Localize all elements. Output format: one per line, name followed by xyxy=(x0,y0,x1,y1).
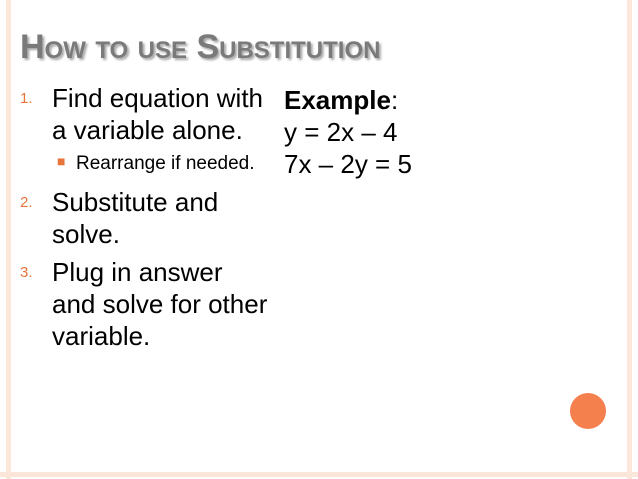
step-text: Plug in answer and solve for other variable. xyxy=(52,257,268,351)
square-bullet-icon: ■ xyxy=(57,153,66,169)
decorative-circle-icon xyxy=(570,393,606,429)
equation-1: y = 2x – 4 xyxy=(284,117,398,147)
left-border-stripe xyxy=(6,0,11,479)
step-number: 2. xyxy=(20,194,33,211)
right-border-stripe xyxy=(627,0,632,479)
example-heading xyxy=(284,84,584,116)
sub-bullet-item xyxy=(52,150,270,178)
step-text: Substitute and solve. xyxy=(52,187,219,249)
slide-title: How to use Substitution xyxy=(20,28,381,66)
sub-bullet-text: Rearrange if needed. xyxy=(76,153,255,174)
bottom-border-stripe xyxy=(0,472,638,477)
step-text: Find equation with a variable alone. xyxy=(52,83,264,145)
step-number: 1. xyxy=(20,90,33,107)
step-1 xyxy=(20,82,270,178)
equation-2: 7x – 2y = 5 xyxy=(284,149,412,179)
step-number: 3. xyxy=(20,264,33,281)
example-colon: : xyxy=(390,85,399,115)
example-block xyxy=(284,84,584,180)
steps-list xyxy=(20,82,270,358)
step-2 xyxy=(20,186,270,250)
example-label: Example xyxy=(284,85,391,115)
step-3 xyxy=(20,256,270,352)
